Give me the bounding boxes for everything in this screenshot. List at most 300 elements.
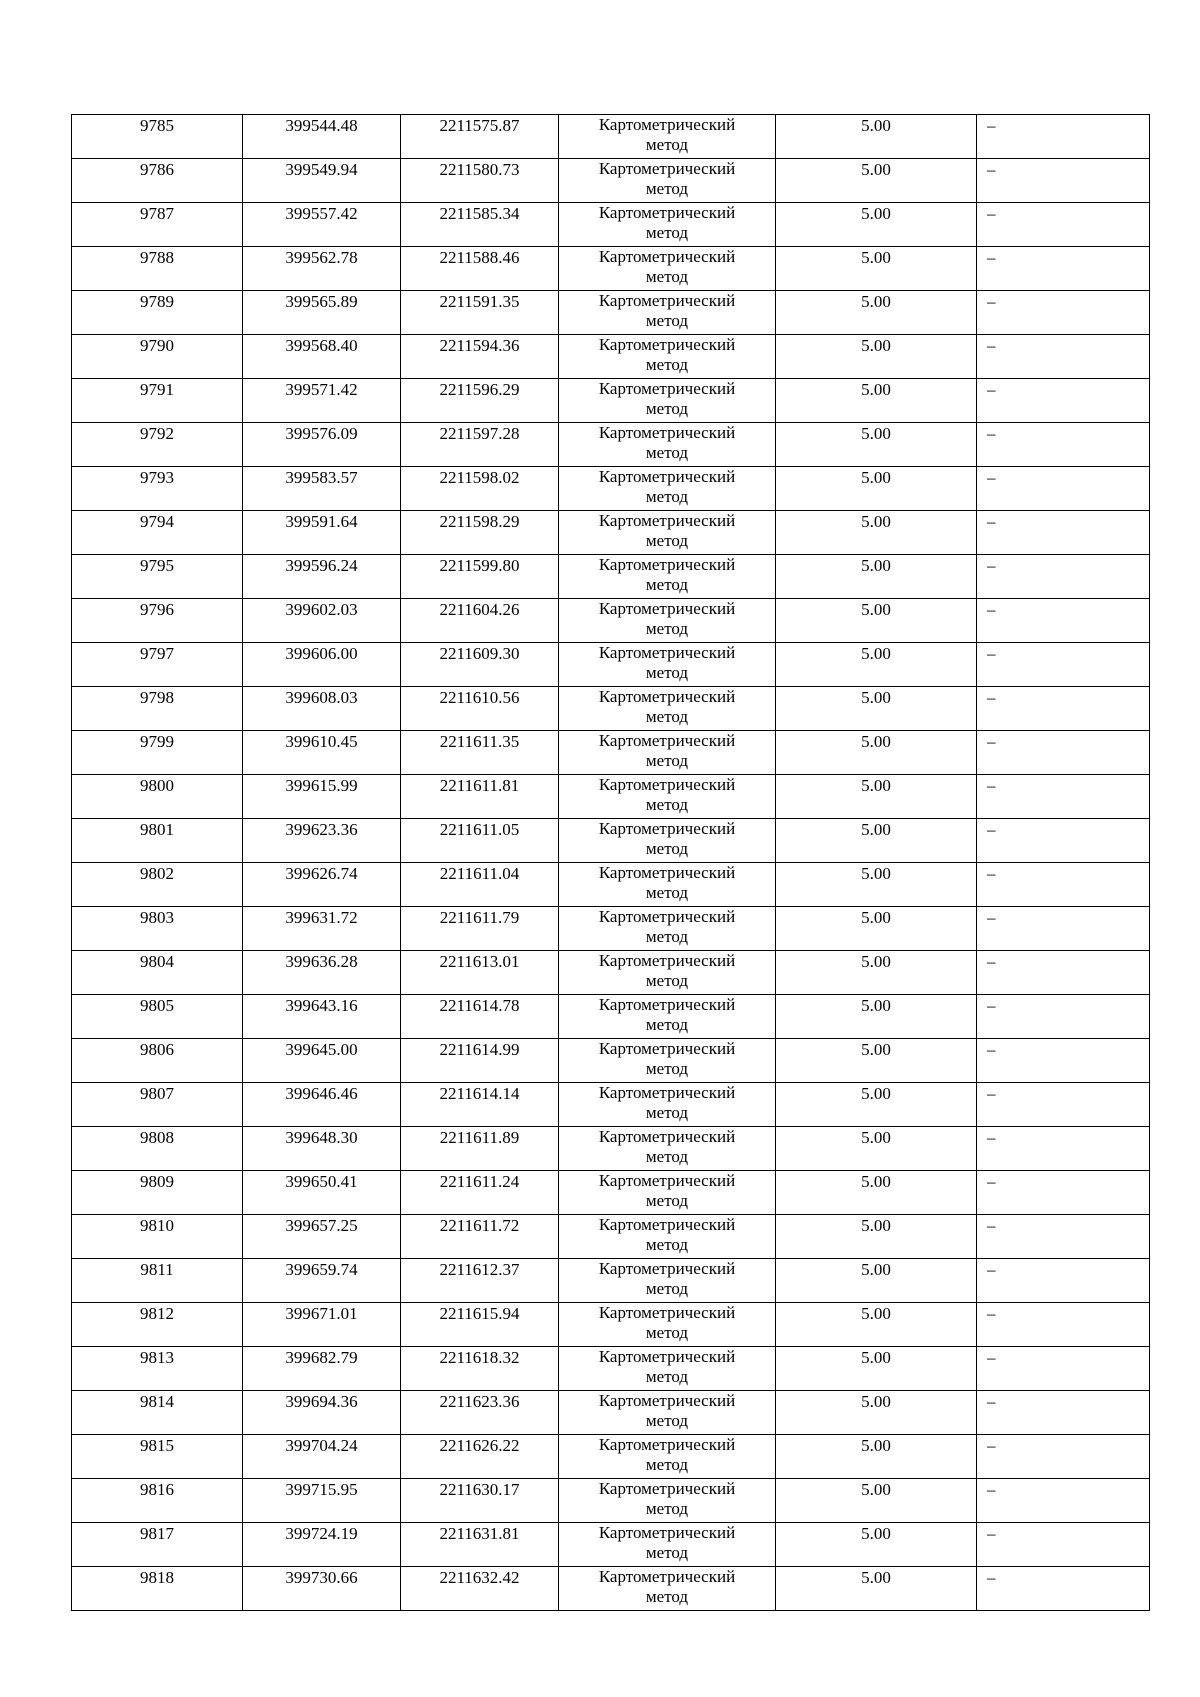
y-coordinate-cell: 2211598.02: [401, 467, 559, 511]
note-cell: –: [977, 731, 1150, 775]
precision-cell: 5.00: [776, 555, 977, 599]
precision-cell: 5.00: [776, 731, 977, 775]
method-text-line: Картометрический: [598, 1523, 736, 1542]
note-cell: –: [977, 335, 1150, 379]
method-cell: [559, 291, 776, 335]
point-number-cell: 9799: [72, 731, 243, 775]
method-text-line: метод: [645, 751, 689, 770]
point-number-cell: 9790: [72, 335, 243, 379]
note-cell: –: [977, 1039, 1150, 1083]
table-row: [72, 511, 1150, 555]
point-number-cell: 9805: [72, 995, 243, 1039]
note-cell: –: [977, 819, 1150, 863]
y-coordinate-cell: 2211610.56: [401, 687, 559, 731]
method-text-line: метод: [645, 179, 689, 198]
x-coordinate-cell: 399704.24: [243, 1435, 401, 1479]
note-cell: –: [977, 423, 1150, 467]
y-coordinate-cell: 2211575.87: [401, 115, 559, 159]
method-cell: [559, 951, 776, 995]
point-number-cell: 9786: [72, 159, 243, 203]
method-text-line: Картометрический: [598, 1083, 736, 1102]
table-row: [72, 687, 1150, 731]
y-coordinate-cell: 2211611.24: [401, 1171, 559, 1215]
method-text-line: метод: [645, 1499, 689, 1518]
x-coordinate-cell: 399549.94: [243, 159, 401, 203]
method-text-line: метод: [645, 531, 689, 550]
point-number-cell: 9802: [72, 863, 243, 907]
method-cell: [559, 423, 776, 467]
precision-cell: 5.00: [776, 1259, 977, 1303]
note-cell: –: [977, 863, 1150, 907]
y-coordinate-cell: 2211609.30: [401, 643, 559, 687]
x-coordinate-cell: 399694.36: [243, 1391, 401, 1435]
method-text-line: Картометрический: [598, 643, 736, 662]
method-text-line: метод: [645, 575, 689, 594]
table-row: [72, 1567, 1150, 1611]
method-cell: [559, 643, 776, 687]
point-number-cell: 9804: [72, 951, 243, 995]
table-body: [72, 115, 1150, 1611]
note-cell: –: [977, 115, 1150, 159]
method-text-line: Картометрический: [598, 1479, 736, 1498]
y-coordinate-cell: 2211599.80: [401, 555, 559, 599]
method-cell: [559, 1303, 776, 1347]
method-cell: [559, 995, 776, 1039]
note-cell: –: [977, 247, 1150, 291]
method-cell: [559, 1435, 776, 1479]
method-cell: [559, 1479, 776, 1523]
note-cell: –: [977, 1215, 1150, 1259]
x-coordinate-cell: 399610.45: [243, 731, 401, 775]
precision-cell: 5.00: [776, 775, 977, 819]
point-number-cell: 9816: [72, 1479, 243, 1523]
method-text-line: метод: [645, 1279, 689, 1298]
x-coordinate-cell: 399631.72: [243, 907, 401, 951]
table-row: [72, 467, 1150, 511]
point-number-cell: 9803: [72, 907, 243, 951]
note-cell: –: [977, 467, 1150, 511]
precision-cell: 5.00: [776, 1391, 977, 1435]
table-row: [72, 1259, 1150, 1303]
table-row: [72, 203, 1150, 247]
y-coordinate-cell: 2211626.22: [401, 1435, 559, 1479]
table-row: [72, 995, 1150, 1039]
note-cell: –: [977, 1523, 1150, 1567]
point-number-cell: 9810: [72, 1215, 243, 1259]
x-coordinate-cell: 399643.16: [243, 995, 401, 1039]
y-coordinate-cell: 2211611.05: [401, 819, 559, 863]
x-coordinate-cell: 399565.89: [243, 291, 401, 335]
method-cell: [559, 335, 776, 379]
x-coordinate-cell: 399576.09: [243, 423, 401, 467]
method-text-line: метод: [645, 311, 689, 330]
note-cell: –: [977, 511, 1150, 555]
method-cell: [559, 863, 776, 907]
method-text-line: метод: [645, 663, 689, 682]
table-row: [72, 1391, 1150, 1435]
precision-cell: 5.00: [776, 687, 977, 731]
method-text-line: метод: [645, 1103, 689, 1122]
x-coordinate-cell: 399615.99: [243, 775, 401, 819]
table-row: [72, 1479, 1150, 1523]
method-cell: [559, 1127, 776, 1171]
table-row: [72, 1435, 1150, 1479]
method-text-line: Картометрический: [598, 291, 736, 310]
precision-cell: 5.00: [776, 291, 977, 335]
x-coordinate-cell: 399568.40: [243, 335, 401, 379]
point-number-cell: 9818: [72, 1567, 243, 1611]
y-coordinate-cell: 2211612.37: [401, 1259, 559, 1303]
precision-cell: 5.00: [776, 1171, 977, 1215]
y-coordinate-cell: 2211611.35: [401, 731, 559, 775]
method-text-line: Картометрический: [598, 951, 736, 970]
table-row: [72, 423, 1150, 467]
note-cell: –: [977, 1171, 1150, 1215]
note-cell: –: [977, 1479, 1150, 1523]
method-text-line: метод: [645, 1191, 689, 1210]
method-text-line: Картометрический: [598, 115, 736, 134]
method-text-line: метод: [645, 1455, 689, 1474]
table-row: [72, 599, 1150, 643]
precision-cell: 5.00: [776, 1435, 977, 1479]
x-coordinate-cell: 399724.19: [243, 1523, 401, 1567]
method-text-line: Картометрический: [598, 731, 736, 750]
precision-cell: 5.00: [776, 1083, 977, 1127]
table-row: [72, 159, 1150, 203]
y-coordinate-cell: 2211611.79: [401, 907, 559, 951]
y-coordinate-cell: 2211614.78: [401, 995, 559, 1039]
precision-cell: 5.00: [776, 511, 977, 555]
x-coordinate-cell: 399646.46: [243, 1083, 401, 1127]
point-number-cell: 9798: [72, 687, 243, 731]
table-row: [72, 555, 1150, 599]
x-coordinate-cell: 399657.25: [243, 1215, 401, 1259]
method-text-line: метод: [645, 1367, 689, 1386]
method-text-line: метод: [645, 707, 689, 726]
y-coordinate-cell: 2211614.99: [401, 1039, 559, 1083]
point-number-cell: 9792: [72, 423, 243, 467]
method-text-line: метод: [645, 1059, 689, 1078]
method-cell: [559, 1259, 776, 1303]
method-text-line: Картометрический: [598, 863, 736, 882]
precision-cell: 5.00: [776, 1215, 977, 1259]
note-cell: –: [977, 1435, 1150, 1479]
method-cell: [559, 203, 776, 247]
table-row: [72, 951, 1150, 995]
precision-cell: 5.00: [776, 1127, 977, 1171]
method-cell: [559, 819, 776, 863]
table-row: [72, 1523, 1150, 1567]
coordinates-table: [71, 114, 1150, 1611]
method-text-line: Картометрический: [598, 335, 736, 354]
precision-cell: 5.00: [776, 1347, 977, 1391]
method-text-line: Картометрический: [598, 819, 736, 838]
point-number-cell: 9809: [72, 1171, 243, 1215]
x-coordinate-cell: 399715.95: [243, 1479, 401, 1523]
method-cell: [559, 511, 776, 555]
method-cell: [559, 1523, 776, 1567]
note-cell: –: [977, 291, 1150, 335]
method-text-line: метод: [645, 1323, 689, 1342]
x-coordinate-cell: 399571.42: [243, 379, 401, 423]
note-cell: –: [977, 643, 1150, 687]
point-number-cell: 9806: [72, 1039, 243, 1083]
method-text-line: Картометрический: [598, 555, 736, 574]
method-text-line: метод: [645, 135, 689, 154]
method-text-line: Картометрический: [598, 1435, 736, 1454]
table-row: [72, 379, 1150, 423]
point-number-cell: 9801: [72, 819, 243, 863]
y-coordinate-cell: 2211580.73: [401, 159, 559, 203]
method-text-line: Картометрический: [598, 599, 736, 618]
note-cell: –: [977, 203, 1150, 247]
method-cell: [559, 379, 776, 423]
point-number-cell: 9812: [72, 1303, 243, 1347]
precision-cell: 5.00: [776, 907, 977, 951]
table-row: [72, 775, 1150, 819]
note-cell: –: [977, 599, 1150, 643]
point-number-cell: 9817: [72, 1523, 243, 1567]
method-text-line: метод: [645, 487, 689, 506]
note-cell: –: [977, 1083, 1150, 1127]
point-number-cell: 9797: [72, 643, 243, 687]
note-cell: –: [977, 951, 1150, 995]
method-cell: [559, 1347, 776, 1391]
method-text-line: метод: [645, 355, 689, 374]
table-row: [72, 1039, 1150, 1083]
point-number-cell: 9807: [72, 1083, 243, 1127]
table-row: [72, 1171, 1150, 1215]
note-cell: –: [977, 907, 1150, 951]
point-number-cell: 9808: [72, 1127, 243, 1171]
y-coordinate-cell: 2211618.32: [401, 1347, 559, 1391]
note-cell: –: [977, 1347, 1150, 1391]
point-number-cell: 9794: [72, 511, 243, 555]
table-row: [72, 1083, 1150, 1127]
point-number-cell: 9814: [72, 1391, 243, 1435]
method-cell: [559, 1567, 776, 1611]
table-row: [72, 1347, 1150, 1391]
method-text-line: Картометрический: [598, 907, 736, 926]
method-text-line: Картометрический: [598, 379, 736, 398]
y-coordinate-cell: 2211604.26: [401, 599, 559, 643]
note-cell: –: [977, 1567, 1150, 1611]
method-text-line: Картометрический: [598, 1039, 736, 1058]
x-coordinate-cell: 399671.01: [243, 1303, 401, 1347]
y-coordinate-cell: 2211614.14: [401, 1083, 559, 1127]
table-row: [72, 115, 1150, 159]
y-coordinate-cell: 2211632.42: [401, 1567, 559, 1611]
method-cell: [559, 907, 776, 951]
method-text-line: Картометрический: [598, 995, 736, 1014]
table-row: [72, 907, 1150, 951]
x-coordinate-cell: 399606.00: [243, 643, 401, 687]
table-row: [72, 1215, 1150, 1259]
table-row: [72, 819, 1150, 863]
table-row: [72, 731, 1150, 775]
method-text-line: Картометрический: [598, 1127, 736, 1146]
y-coordinate-cell: 2211613.01: [401, 951, 559, 995]
method-text-line: Картометрический: [598, 1259, 736, 1278]
precision-cell: 5.00: [776, 379, 977, 423]
method-cell: [559, 159, 776, 203]
point-number-cell: 9811: [72, 1259, 243, 1303]
note-cell: –: [977, 1391, 1150, 1435]
method-text-line: метод: [645, 927, 689, 946]
y-coordinate-cell: 2211611.81: [401, 775, 559, 819]
method-cell: [559, 1391, 776, 1435]
method-text-line: Картометрический: [598, 203, 736, 222]
method-text-line: метод: [645, 883, 689, 902]
point-number-cell: 9795: [72, 555, 243, 599]
precision-cell: 5.00: [776, 423, 977, 467]
precision-cell: 5.00: [776, 1523, 977, 1567]
method-text-line: Картометрический: [598, 467, 736, 486]
y-coordinate-cell: 2211630.17: [401, 1479, 559, 1523]
method-text-line: Картометрический: [598, 511, 736, 530]
note-cell: –: [977, 379, 1150, 423]
precision-cell: 5.00: [776, 995, 977, 1039]
method-text-line: Картометрический: [598, 1347, 736, 1366]
y-coordinate-cell: 2211585.34: [401, 203, 559, 247]
precision-cell: 5.00: [776, 1303, 977, 1347]
point-number-cell: 9788: [72, 247, 243, 291]
method-cell: [559, 115, 776, 159]
method-text-line: Картометрический: [598, 775, 736, 794]
method-text-line: Картометрический: [598, 1215, 736, 1234]
precision-cell: 5.00: [776, 467, 977, 511]
y-coordinate-cell: 2211615.94: [401, 1303, 559, 1347]
table-row: [72, 1303, 1150, 1347]
method-cell: [559, 1083, 776, 1127]
y-coordinate-cell: 2211623.36: [401, 1391, 559, 1435]
x-coordinate-cell: 399650.41: [243, 1171, 401, 1215]
method-cell: [559, 467, 776, 511]
x-coordinate-cell: 399682.79: [243, 1347, 401, 1391]
precision-cell: 5.00: [776, 247, 977, 291]
method-text-line: метод: [645, 619, 689, 638]
point-number-cell: 9787: [72, 203, 243, 247]
precision-cell: 5.00: [776, 599, 977, 643]
table-row: [72, 863, 1150, 907]
note-cell: –: [977, 1127, 1150, 1171]
note-cell: –: [977, 159, 1150, 203]
method-text-line: Картометрический: [598, 423, 736, 442]
table-row: [72, 1127, 1150, 1171]
method-cell: [559, 1039, 776, 1083]
method-text-line: Картометрический: [598, 159, 736, 178]
method-text-line: метод: [645, 1411, 689, 1430]
method-text-line: метод: [645, 1147, 689, 1166]
note-cell: –: [977, 995, 1150, 1039]
method-cell: [559, 687, 776, 731]
method-cell: [559, 555, 776, 599]
table-row: [72, 291, 1150, 335]
note-cell: –: [977, 1259, 1150, 1303]
method-text-line: метод: [645, 971, 689, 990]
note-cell: –: [977, 687, 1150, 731]
precision-cell: 5.00: [776, 951, 977, 995]
precision-cell: 5.00: [776, 1567, 977, 1611]
precision-cell: 5.00: [776, 335, 977, 379]
precision-cell: 5.00: [776, 115, 977, 159]
method-cell: [559, 731, 776, 775]
x-coordinate-cell: 399645.00: [243, 1039, 401, 1083]
precision-cell: 5.00: [776, 863, 977, 907]
x-coordinate-cell: 399626.74: [243, 863, 401, 907]
method-text-line: Картометрический: [598, 247, 736, 266]
method-text-line: метод: [645, 399, 689, 418]
precision-cell: 5.00: [776, 203, 977, 247]
method-text-line: Картометрический: [598, 687, 736, 706]
method-text-line: метод: [645, 443, 689, 462]
method-text-line: метод: [645, 223, 689, 242]
y-coordinate-cell: 2211631.81: [401, 1523, 559, 1567]
method-text-line: метод: [645, 1015, 689, 1034]
method-text-line: метод: [645, 267, 689, 286]
y-coordinate-cell: 2211588.46: [401, 247, 559, 291]
point-number-cell: 9789: [72, 291, 243, 335]
method-text-line: метод: [645, 1587, 689, 1606]
note-cell: –: [977, 775, 1150, 819]
x-coordinate-cell: 399608.03: [243, 687, 401, 731]
y-coordinate-cell: 2211598.29: [401, 511, 559, 555]
method-text-line: метод: [645, 1235, 689, 1254]
y-coordinate-cell: 2211597.28: [401, 423, 559, 467]
method-text-line: метод: [645, 795, 689, 814]
method-text-line: Картометрический: [598, 1171, 736, 1190]
method-cell: [559, 1215, 776, 1259]
precision-cell: 5.00: [776, 1039, 977, 1083]
x-coordinate-cell: 399636.28: [243, 951, 401, 995]
note-cell: –: [977, 1303, 1150, 1347]
y-coordinate-cell: 2211596.29: [401, 379, 559, 423]
method-text-line: Картометрический: [598, 1391, 736, 1410]
precision-cell: 5.00: [776, 159, 977, 203]
x-coordinate-cell: 399557.42: [243, 203, 401, 247]
precision-cell: 5.00: [776, 643, 977, 687]
y-coordinate-cell: 2211611.72: [401, 1215, 559, 1259]
y-coordinate-cell: 2211594.36: [401, 335, 559, 379]
method-text-line: Картометрический: [598, 1303, 736, 1322]
y-coordinate-cell: 2211591.35: [401, 291, 559, 335]
x-coordinate-cell: 399591.64: [243, 511, 401, 555]
point-number-cell: 9815: [72, 1435, 243, 1479]
x-coordinate-cell: 399602.03: [243, 599, 401, 643]
y-coordinate-cell: 2211611.04: [401, 863, 559, 907]
x-coordinate-cell: 399544.48: [243, 115, 401, 159]
x-coordinate-cell: 399562.78: [243, 247, 401, 291]
method-text-line: метод: [645, 839, 689, 858]
point-number-cell: 9791: [72, 379, 243, 423]
point-number-cell: 9785: [72, 115, 243, 159]
method-cell: [559, 1171, 776, 1215]
x-coordinate-cell: 399730.66: [243, 1567, 401, 1611]
method-cell: [559, 599, 776, 643]
method-cell: [559, 775, 776, 819]
x-coordinate-cell: 399596.24: [243, 555, 401, 599]
point-number-cell: 9793: [72, 467, 243, 511]
table-row: [72, 247, 1150, 291]
point-number-cell: 9796: [72, 599, 243, 643]
table-row: [72, 643, 1150, 687]
x-coordinate-cell: 399659.74: [243, 1259, 401, 1303]
precision-cell: 5.00: [776, 819, 977, 863]
table-row: [72, 335, 1150, 379]
point-number-cell: 9800: [72, 775, 243, 819]
method-text-line: Картометрический: [598, 1567, 736, 1586]
y-coordinate-cell: 2211611.89: [401, 1127, 559, 1171]
